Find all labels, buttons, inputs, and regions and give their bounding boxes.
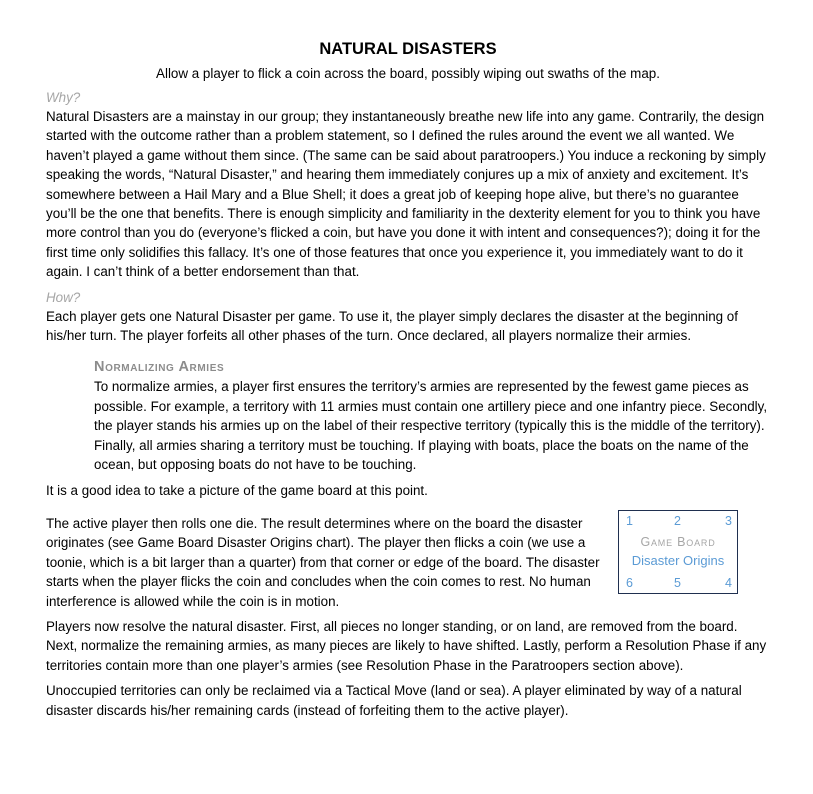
page-title: NATURAL DISASTERS [319, 40, 497, 58]
how-label: How? [46, 289, 81, 305]
origin-2: 2 [674, 513, 681, 528]
normalizing-paragraph: To normalize armies, a player first ensures the territory’s armies are represented by the fewest game pieces as possible. For example, a territory with 11 armies must contain one artillery piece and one infantry piece. Secondly, the player stands his armies up on the label of their respective territory (typically this is the middle of the territory). Finally, all armies sharing a territory must be touching. If playing with boats, place the boats on the name of the ocean, but opposing boats do not have to be touching. [94, 379, 768, 473]
unoccupied-paragraph: Unoccupied territories can only be reclaimed via a Tactical Move (land or sea). A player eliminated by way of a natural disaster discards his/her remaining cards (instead of forfeiting them to the active player). [46, 683, 742, 718]
document-page [46, 38, 770, 726]
origin-1: 1 [626, 513, 633, 528]
how-paragraph: Each player gets one Natural Disaster per game. To use it, the player simply declares the disaster at the beginning of his/her turn. The player forfeits all other phases of the turn. Once declared, all players normalize their armies. [46, 308, 738, 344]
roll-paragraph: The active player then rolls one die. The result determines where on the board the disaster originates (see Game Board Disaster Origins chart). The player then flicks a coin (we use a toonie, which is a bit larger than a quarter) from that corner or edge of the board. The disaster starts when the player flicks the coin and concludes when the coin comes to rest. No human interference is allowed while the coin is in motion. [46, 515, 600, 609]
origin-4: 4 [725, 575, 732, 590]
normalizing-section [94, 357, 770, 474]
resolve-paragraph: Players now resolve the natural disaster. First, all pieces no longer standing, or on land, are removed from the board. Next, normalize the remaining armies, as many pieces are likely to have shifted. Lastly, perform a Resolution Phase if any territories contain more than one player’s armies (see Resolution Phase in the Paratroopers section above). [46, 618, 767, 673]
picture-tip-paragraph: It is a good idea to take a picture of the game board at this point. [46, 482, 428, 498]
page-subtitle: Allow a player to flick a coin across the board, possibly wiping out swaths of the map. [156, 66, 660, 81]
chart-title: Game Board [640, 534, 716, 549]
origin-3: 3 [725, 513, 732, 528]
chart-subtitle: Disaster Origins [631, 552, 725, 568]
why-label: Why? [46, 90, 81, 105]
roll-section [46, 514, 770, 611]
origin-5: 5 [674, 575, 681, 590]
disaster-origins-chart [618, 510, 738, 594]
why-paragraph: Natural Disasters are a mainstay in our group; they instantaneously breathe new life into any game. Contrarily, the design started with the outcome rather than a problem statement, so I defined the rules around the event we all wanted. We haven’t played a game without them since. (The same can be said about paratroopers.) You induce a reckoning by simply speaking the words, “Natural Disaster,” and hearing them immediately conjures up a mix of anxiety and excitement. It’s somewhere between a Hail Mary and a Blue Shell; it does a great job of keeping hope alive, but there’s no guarantee you’ll be the one that benefits. There is enough simplicity and familiarity in the dexterity element for you to think you have more control than you do (everyone’s flicked a coin, but have you done it with intent and consequences?); doing it for the first time only solidifies this fallacy. It’s one of those features that once you experience it, you immediately want to do it again. I can’t think of a better endorsement than that. [46, 109, 766, 280]
origin-6: 6 [626, 575, 633, 590]
normalizing-heading: Normalizing Armies [94, 359, 225, 376]
